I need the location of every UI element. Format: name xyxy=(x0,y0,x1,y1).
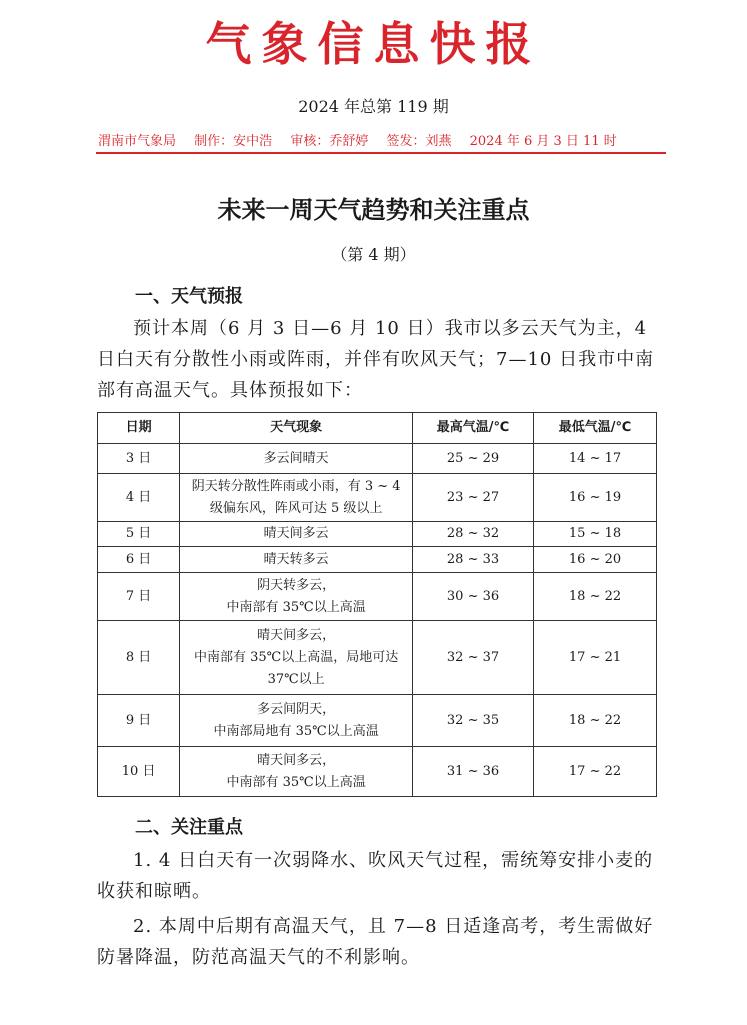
cell-date: 10 日 xyxy=(98,747,180,797)
cell-high: 30 ~ 36 xyxy=(413,573,534,621)
focus-item-2: 2. 本周中后期有高温天气，且 7—8 日适逢高考，考生需做好防暑降温，防范高温天气的不利影响。 xyxy=(97,916,654,968)
cell-low: 17 ~ 22 xyxy=(534,747,657,797)
cell-date: 9 日 xyxy=(98,695,180,747)
cell-date: 8 日 xyxy=(98,621,180,695)
cell-low: 15 ~ 18 xyxy=(534,522,657,547)
cell-weather: 阴天转分散性阵雨或小雨，有 3 ~ 4 级偏东风，阵风可达 5 级以上 xyxy=(180,474,413,522)
cell-date: 5 日 xyxy=(98,522,180,547)
header-date: 日期 xyxy=(98,413,180,444)
masthead-title: 气象信息快报 xyxy=(205,17,542,71)
table-row xyxy=(98,621,657,695)
forecast-paragraph: 预计本周（6 月 3 日—6 月 10 日）我市以多云天气为主，4 日白天有分散性小雨或阵雨，并伴有吹风天气；7—10 日我市中南部有高温天气。具体预报如下： xyxy=(97,318,655,401)
table-header-row xyxy=(98,413,657,444)
cell-low: 16 ~ 20 xyxy=(534,547,657,573)
signer: 签发：刘燕 xyxy=(386,134,452,149)
cell-high: 32 ~ 37 xyxy=(413,621,534,695)
cell-date: 6 日 xyxy=(98,547,180,573)
issue-date: 2024 年 6 月 3 日 11 时 xyxy=(469,134,617,149)
cell-date: 4 日 xyxy=(98,474,180,522)
table-row xyxy=(98,547,657,573)
forecast-table xyxy=(97,412,657,797)
header-low-temp: 最低气温/℃ xyxy=(534,413,657,444)
cell-high: 31 ~ 36 xyxy=(413,747,534,797)
table-row xyxy=(98,522,657,547)
focus-item-1: 1. 4 日白天有一次弱降水、吹风天气过程，需统筹安排小麦的收获和晾晒。 xyxy=(97,850,654,902)
reviewer: 审核：乔舒婷 xyxy=(290,134,369,149)
issue-number: 2024 年总第 119 期 xyxy=(298,97,449,116)
cell-weather: 晴天间多云 xyxy=(180,522,413,547)
cell-high: 25 ~ 29 xyxy=(413,444,534,474)
producer: 制作：安中浩 xyxy=(194,134,273,149)
cell-high: 32 ~ 35 xyxy=(413,695,534,747)
cell-high: 28 ~ 32 xyxy=(413,522,534,547)
cell-weather: 多云间晴天 xyxy=(180,444,413,474)
cell-low: 18 ~ 22 xyxy=(534,695,657,747)
cell-high: 23 ~ 27 xyxy=(413,474,534,522)
cell-weather: 晴天间多云， 中南部有 35℃以上高温 xyxy=(180,747,413,797)
cell-low: 18 ~ 22 xyxy=(534,573,657,621)
org-name: 渭南市气象局 xyxy=(98,134,177,149)
cell-weather: 晴天间多云， 中南部有 35℃以上高温，局地可达 37℃以上 xyxy=(180,621,413,695)
header-weather: 天气现象 xyxy=(180,413,413,444)
page-subtitle: （第 4 期） xyxy=(331,245,416,264)
cell-date: 7 日 xyxy=(98,573,180,621)
section-heading-focus: 二、关注重点 xyxy=(135,817,243,838)
header-high-temp: 最高气温/℃ xyxy=(413,413,534,444)
cell-weather: 晴天转多云 xyxy=(180,547,413,573)
page-title: 未来一周天气趋势和关注重点 xyxy=(217,195,530,224)
table-row xyxy=(98,444,657,474)
cell-high: 28 ~ 33 xyxy=(413,547,534,573)
cell-date: 3 日 xyxy=(98,444,180,474)
table-row xyxy=(98,474,657,522)
cell-low: 16 ~ 19 xyxy=(534,474,657,522)
table-row xyxy=(98,747,657,797)
section-heading-forecast: 一、天气预报 xyxy=(135,286,243,307)
cell-low: 17 ~ 21 xyxy=(534,621,657,695)
red-divider xyxy=(96,152,666,154)
table-row xyxy=(98,695,657,747)
table-row xyxy=(98,573,657,621)
cell-weather: 阴天转多云， 中南部有 35℃以上高温 xyxy=(180,573,413,621)
meta-line xyxy=(98,130,668,149)
cell-weather: 多云间阴天， 中南部局地有 35℃以上高温 xyxy=(180,695,413,747)
cell-low: 14 ~ 17 xyxy=(534,444,657,474)
